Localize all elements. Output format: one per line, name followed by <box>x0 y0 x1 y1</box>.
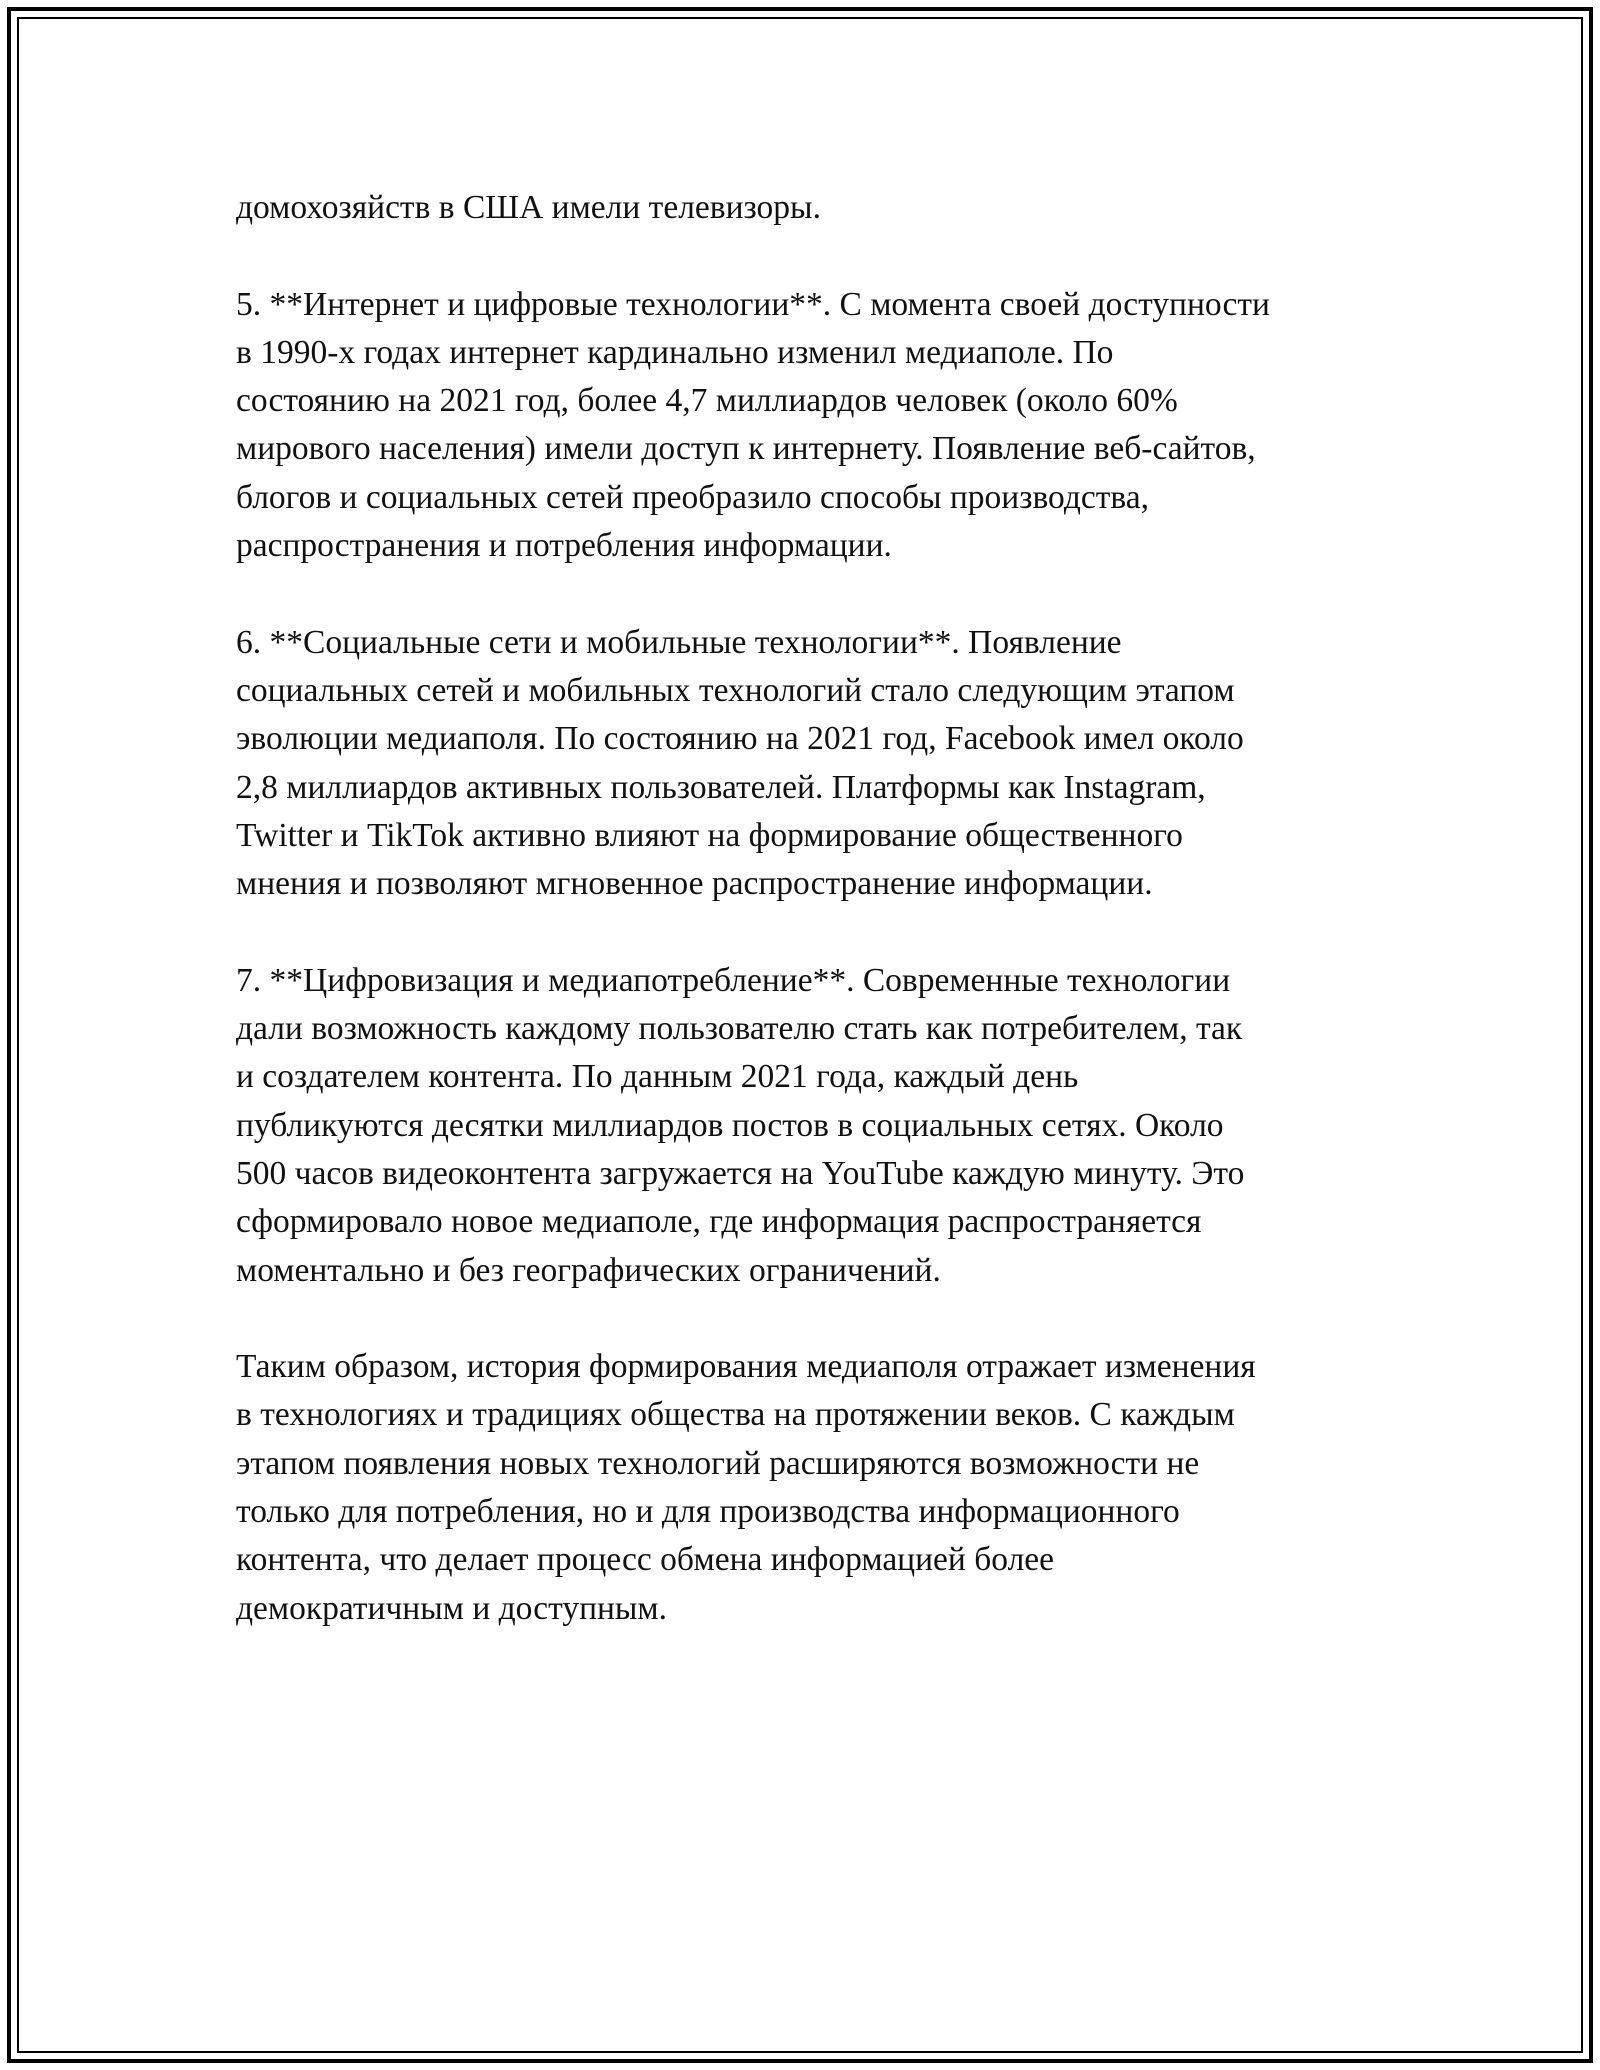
paragraph-item-5-internet: 5. **Интернет и цифровые технологии**. С момента своей доступности в 1990-х годах интернет кардинально изменил медиаполе. По состоянию на 2021 год, более 4,7 миллиардов человек (около 60% мирового населения) имели доступ к интернету. Появление веб-сайтов, блогов и социальных сетей преобразило способы производства, распространения и потребления информации. <box>236 285 1270 565</box>
document-body <box>236 184 1376 1633</box>
paragraph-conclusion: Таким образом, история формирования медиаполя отражает изменения в технологиях и традициях общества на протяжении веков. С каждым этапом появления новых технологий расширяются возможности не только для потребления, но и для производства информационного контента, что делает процесс обмена информацией более демократичным и доступным. <box>236 1348 1256 1627</box>
paragraph-continuation: домохозяйств в США имели телевизоры. <box>236 189 821 226</box>
paragraph-item-7-digitalization: 7. **Цифровизация и медиапотребление**. Современные технологии дали возможность каждому пользователю стать как потребителем, так и создателем контента. По данным 2021 года, каждый день публикуются десятки миллиардов постов в социальных сетях. Около 500 часов видеоконтента загружается на YouTube каждую минуту. Это сформировало новое медиаполе, где информация распространяется моментально и без географических ограничений. <box>236 961 1245 1289</box>
paragraph-item-6-social-media: 6. **Социальные сети и мобильные технологии**. Появление социальных сетей и мобильных технологий стало следующим этапом эволюции медиаполя. По состоянию на 2021 год, Facebook имел около 2,8 миллиардов активных пользователей. Платформы как Instagram, Twitter и TikTok активно влияют на формирование общественного мнения и позволяют мгновенное распространение информации. <box>236 623 1244 903</box>
